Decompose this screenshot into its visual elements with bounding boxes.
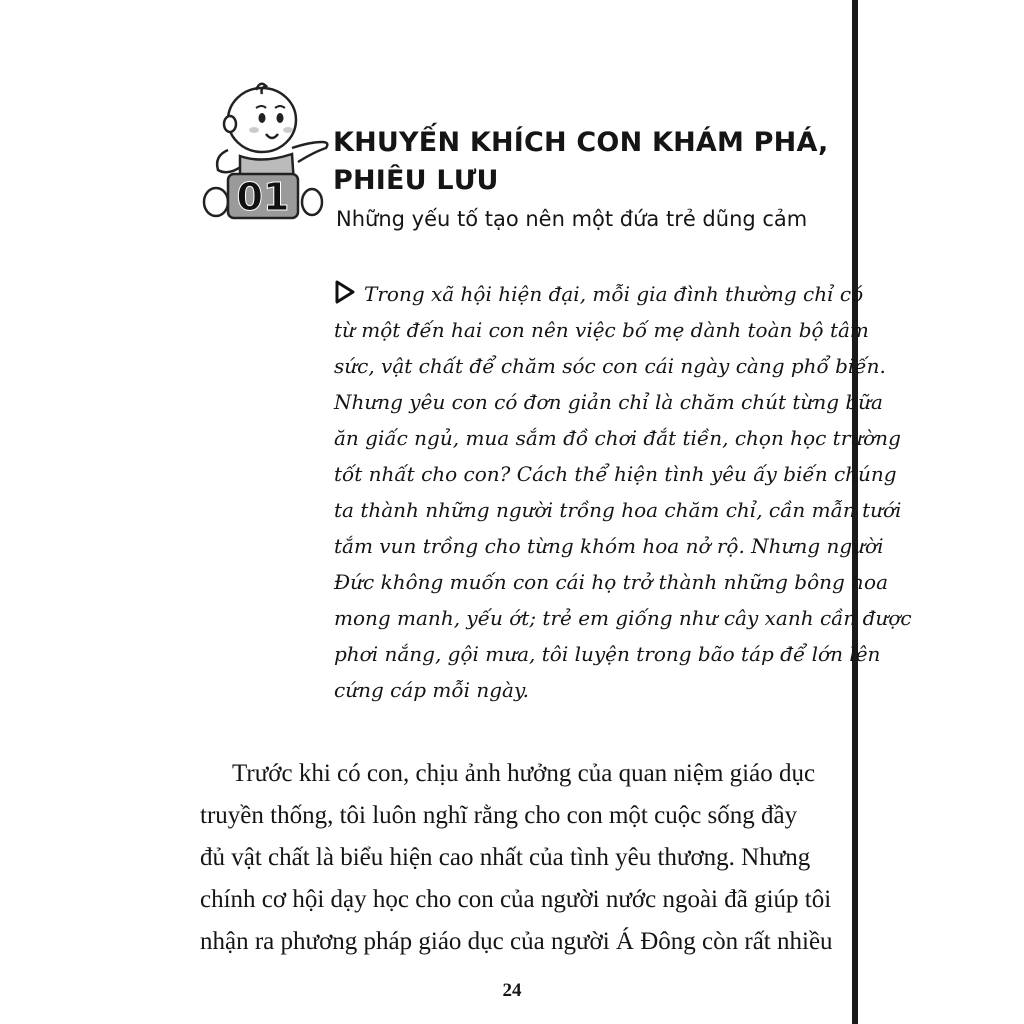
body-line: nhận ra phương pháp giáo dục của người Á Đông còn rất nhiều [200, 928, 833, 955]
intro-line: ăn giấc ngủ, mua sắm đồ chơi đắt tiền, chọn học trường [334, 426, 901, 450]
chapter-title-line: KHUYẾN KHÍCH CON KHÁM PHÁ, [333, 127, 829, 158]
intro-line: mong manh, yếu ớt; trẻ em giống như cây xanh cần được [334, 606, 912, 630]
intro-line: từ một đến hai con nên việc bố mẹ dành toàn bộ tâm [334, 318, 869, 342]
body-line: Trước khi có con, chịu ảnh hưởng của quan niệm giáo dục [232, 760, 816, 787]
intro-line: tắm vun trồng cho từng khóm hoa nở rộ. Nhưng người [334, 534, 884, 558]
body-line: đủ vật chất là biểu hiện cao nhất của tình yêu thương. Nhưng [200, 844, 811, 871]
intro-line: cứng cáp mỗi ngày. [334, 678, 529, 702]
intro-line: phơi nắng, gội mưa, tôi luyện trong bão táp để lớn lên [334, 642, 881, 666]
body-line: chính cơ hội dạy học cho con của người nước ngoài đã giúp tôi [200, 886, 832, 913]
intro-line: tốt nhất cho con? Cách thể hiện tình yêu ấy biến chúng [334, 462, 897, 486]
chapter-title-line: PHIÊU LƯU [333, 165, 499, 196]
intro-line: Nhưng yêu con có đơn giản chỉ là chăm chút từng bữa [334, 390, 883, 414]
chapter-title [333, 124, 829, 200]
page-number: 24 [502, 980, 522, 1001]
intro-line: sức, vật chất để chăm sóc con cái ngày càng phổ biến. [334, 354, 886, 378]
body-line: truyền thống, tôi luôn nghĩ rằng cho con một cuộc sống đầy [200, 802, 798, 829]
baby-mascot-icon [200, 78, 335, 228]
intro-line: Trong xã hội hiện đại, mỗi gia đình thường chỉ có [364, 282, 864, 306]
triangle-play-icon [334, 280, 356, 304]
intro-line: Đức không muốn con cái họ trở thành những bông hoa [334, 570, 888, 594]
chapter-number: 01 [236, 175, 290, 219]
intro-line: ta thành những người trồng hoa chăm chỉ, cần mẫn tưới [334, 498, 902, 522]
chapter-subtitle: Những yếu tố tạo nên một đứa trẻ dũng cảm [336, 207, 808, 231]
